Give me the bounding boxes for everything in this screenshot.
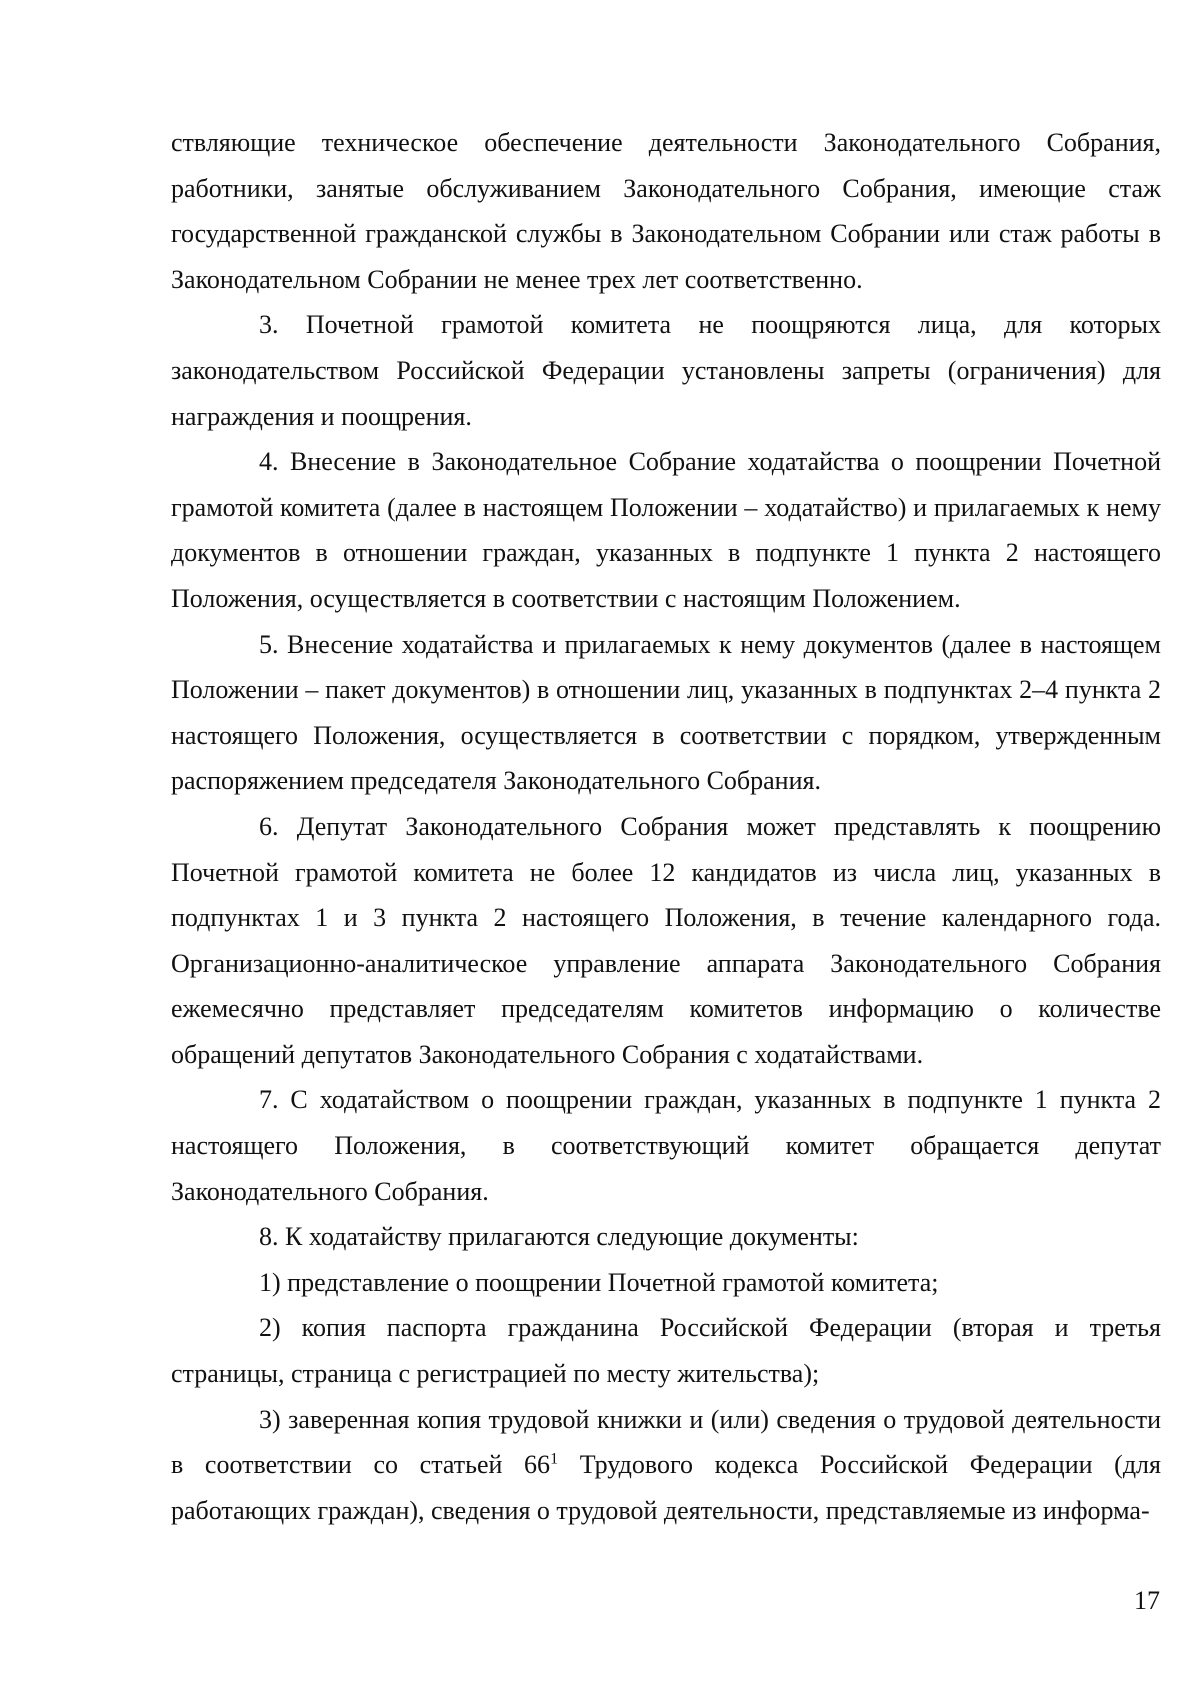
paragraph-continued: ствляющие техническое обеспечение деятельности Законодательного Собрания, работники, занятые обслуживанием Законодательного Собрания, имеющие стаж государственной гражданской службы в Законодательном Собрании или стаж работы в Законодательном Собрании не менее трех лет соответственно. bbox=[171, 128, 1161, 294]
paragraph-8-item-1: 1) представление о поощрении Почетной грамотой комитета; bbox=[259, 1267, 939, 1297]
paragraph-8-item-3-before: 3) заверенная копия трудовой книжки и (или) сведения о трудовой деятельности в соответствии со статьей 66 bbox=[171, 1404, 1161, 1480]
paragraph-8: 8. К ходатайству прилагаются следующие документы: bbox=[259, 1222, 859, 1252]
page-number: 17 bbox=[1134, 1586, 1160, 1615]
paragraph-8-item-2: 2) копия паспорта гражданина Российской Федерации (вторая и третья страницы, страница с регистрацией по месту жительства); bbox=[171, 1313, 1161, 1389]
paragraph-3: 3. Почетной грамотой комитета не поощряются лица, для которых законодательством Российской Федерации установлены запреты (ограничения) для награждения и поощрения. bbox=[171, 310, 1161, 431]
article-superscript: 1 bbox=[550, 1450, 559, 1468]
paragraph-4: 4. Внесение в Законодательное Собрание ходатайства о поощрении Почетной грамотой комитета (далее в настоящем Положении – ходатайство) и прилагаемых к нему документов в отношении граждан, указанных в подпункте 1 пункта 2 настоящего Положения, осуществляется в соответствии с настоящим Положением. bbox=[171, 447, 1161, 613]
paragraph-5: 5. Внесение ходатайства и прилагаемых к нему документов (далее в настоящем Положении – пакет документов) в отношении лиц, указанных в подпунктах 2–4 пункта 2 настоящего Положения, осуществляется в соответствии с порядком, утвержденным распоряжением председателя Законодательного Собрания. bbox=[171, 629, 1161, 796]
paragraph-6: 6. Депутат Законодательного Собрания может представлять к поощрению Почетной грамотой комитета не более 12 кандидатов из числа лиц, указанных в подпунктах 1 и 3 пункта 2 настоящего Положения, в течение календарного года. Организационно-аналитическое управление аппарата Законодательного Собрания ежемесячно представляет председателям комитетов информацию о количестве обращений депутатов Законодательного Собрания с ходатайствами. bbox=[171, 811, 1161, 1069]
document-body bbox=[171, 120, 1161, 1533]
paragraph-7: 7. С ходатайством о поощрении граждан, указанных в подпункте 1 пункта 2 настоящего Положения, в соответствующий комитет обращается депутат Законодательного Собрания. bbox=[171, 1085, 1161, 1206]
paragraph-8-item-3 bbox=[171, 1397, 1161, 1534]
paragraph-8-item-3-after: Трудового кодекса Российской Федерации (для работающих граждан), сведения о трудовой деятельности, представляемые из информа- bbox=[171, 1450, 1161, 1525]
